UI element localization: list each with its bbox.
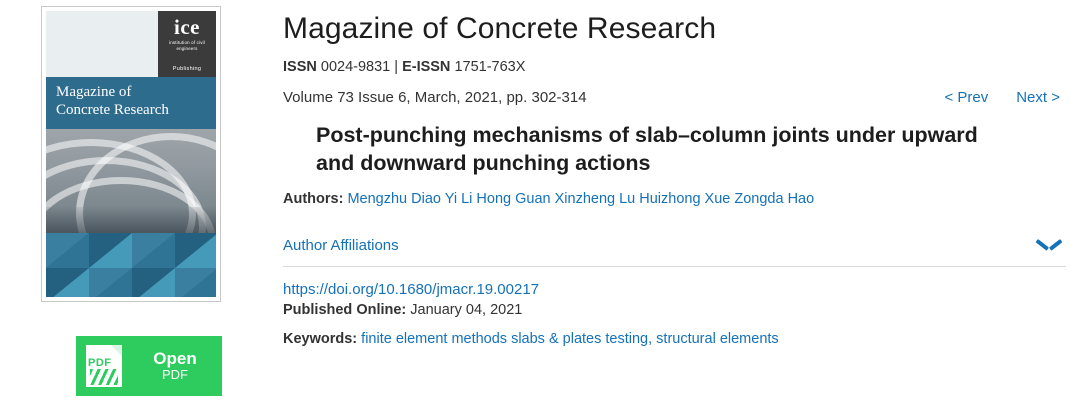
keywords-list[interactable]: finite element methods slabs & plates testing, structural elements [361,330,779,347]
volume-row [283,89,1066,106]
pdf-icon-fold [111,345,122,356]
next-article-link[interactable]: Next > [1016,89,1060,106]
authors-label: Authors: [283,190,344,207]
cover-journal-name-line2: Concrete Research [56,102,169,119]
issn-separator: | [394,59,399,75]
open-pdf-line2: PDF [162,367,188,383]
open-pdf-line1: Open [153,348,197,368]
article-pager [944,89,1066,106]
journal-cover-image[interactable] [41,6,221,302]
published-online-value: January 04, 2021 [410,301,523,318]
ice-logo-publishing: Publishing [172,66,202,72]
author-affiliations-row[interactable] [283,237,1066,267]
issn-label: ISSN [283,59,317,75]
open-pdf-button[interactable] [76,336,222,396]
article-metadata [283,0,1066,416]
cover-photograph [46,129,216,233]
authors-row [283,191,1066,207]
article-title: Post-punching mechanisms of slab–column joints under upward and downward punching actions [316,123,978,175]
published-online-label: Published Online: [283,301,407,318]
cover-pattern-panel [46,233,216,297]
open-pdf-button-text [128,349,222,383]
pdf-file-icon [82,343,128,389]
cover-column [0,0,262,416]
eissn-value: 1751-763X [454,59,526,75]
chevron-down-icon[interactable] [1038,239,1060,252]
keywords-label: Keywords: [283,330,358,347]
ice-logo-main: ice [174,15,200,39]
authors-list[interactable]: Mengzhu Diao Yi Li Hong Guan Xinzheng Lu Huizhong Xue Zongda Hao [347,190,815,207]
cover-journal-name-line1: Magazine of [56,84,132,100]
pdf-icon-stripes [90,369,118,385]
cover-artwork [46,11,216,297]
volume-issue-pages: Volume 73 Issue 6, March, 2021, pp. 302-314 [283,89,587,106]
doi-link[interactable]: https://doi.org/10.1680/jmacr.19.00217 [283,280,540,298]
journal-title: Magazine of Concrete Research [283,12,717,45]
issn-line [283,59,1066,75]
ice-logo [158,11,216,77]
cover-journal-name [56,83,206,120]
pdf-icon-label: PDF [88,357,112,369]
cover-slab [46,207,216,233]
keywords-row [283,331,1066,347]
cover-triangle-pattern [46,233,216,297]
author-affiliations-link[interactable]: Author Affiliations [283,236,399,254]
published-online-row [283,302,1066,318]
eissn-label: E-ISSN [402,59,451,75]
issn-value: 0024-9831 [320,59,391,75]
ice-logo-sub: institution of civil engineers [169,40,205,51]
prev-article-link[interactable]: < Prev [944,89,989,106]
cover-header-band [46,11,216,77]
